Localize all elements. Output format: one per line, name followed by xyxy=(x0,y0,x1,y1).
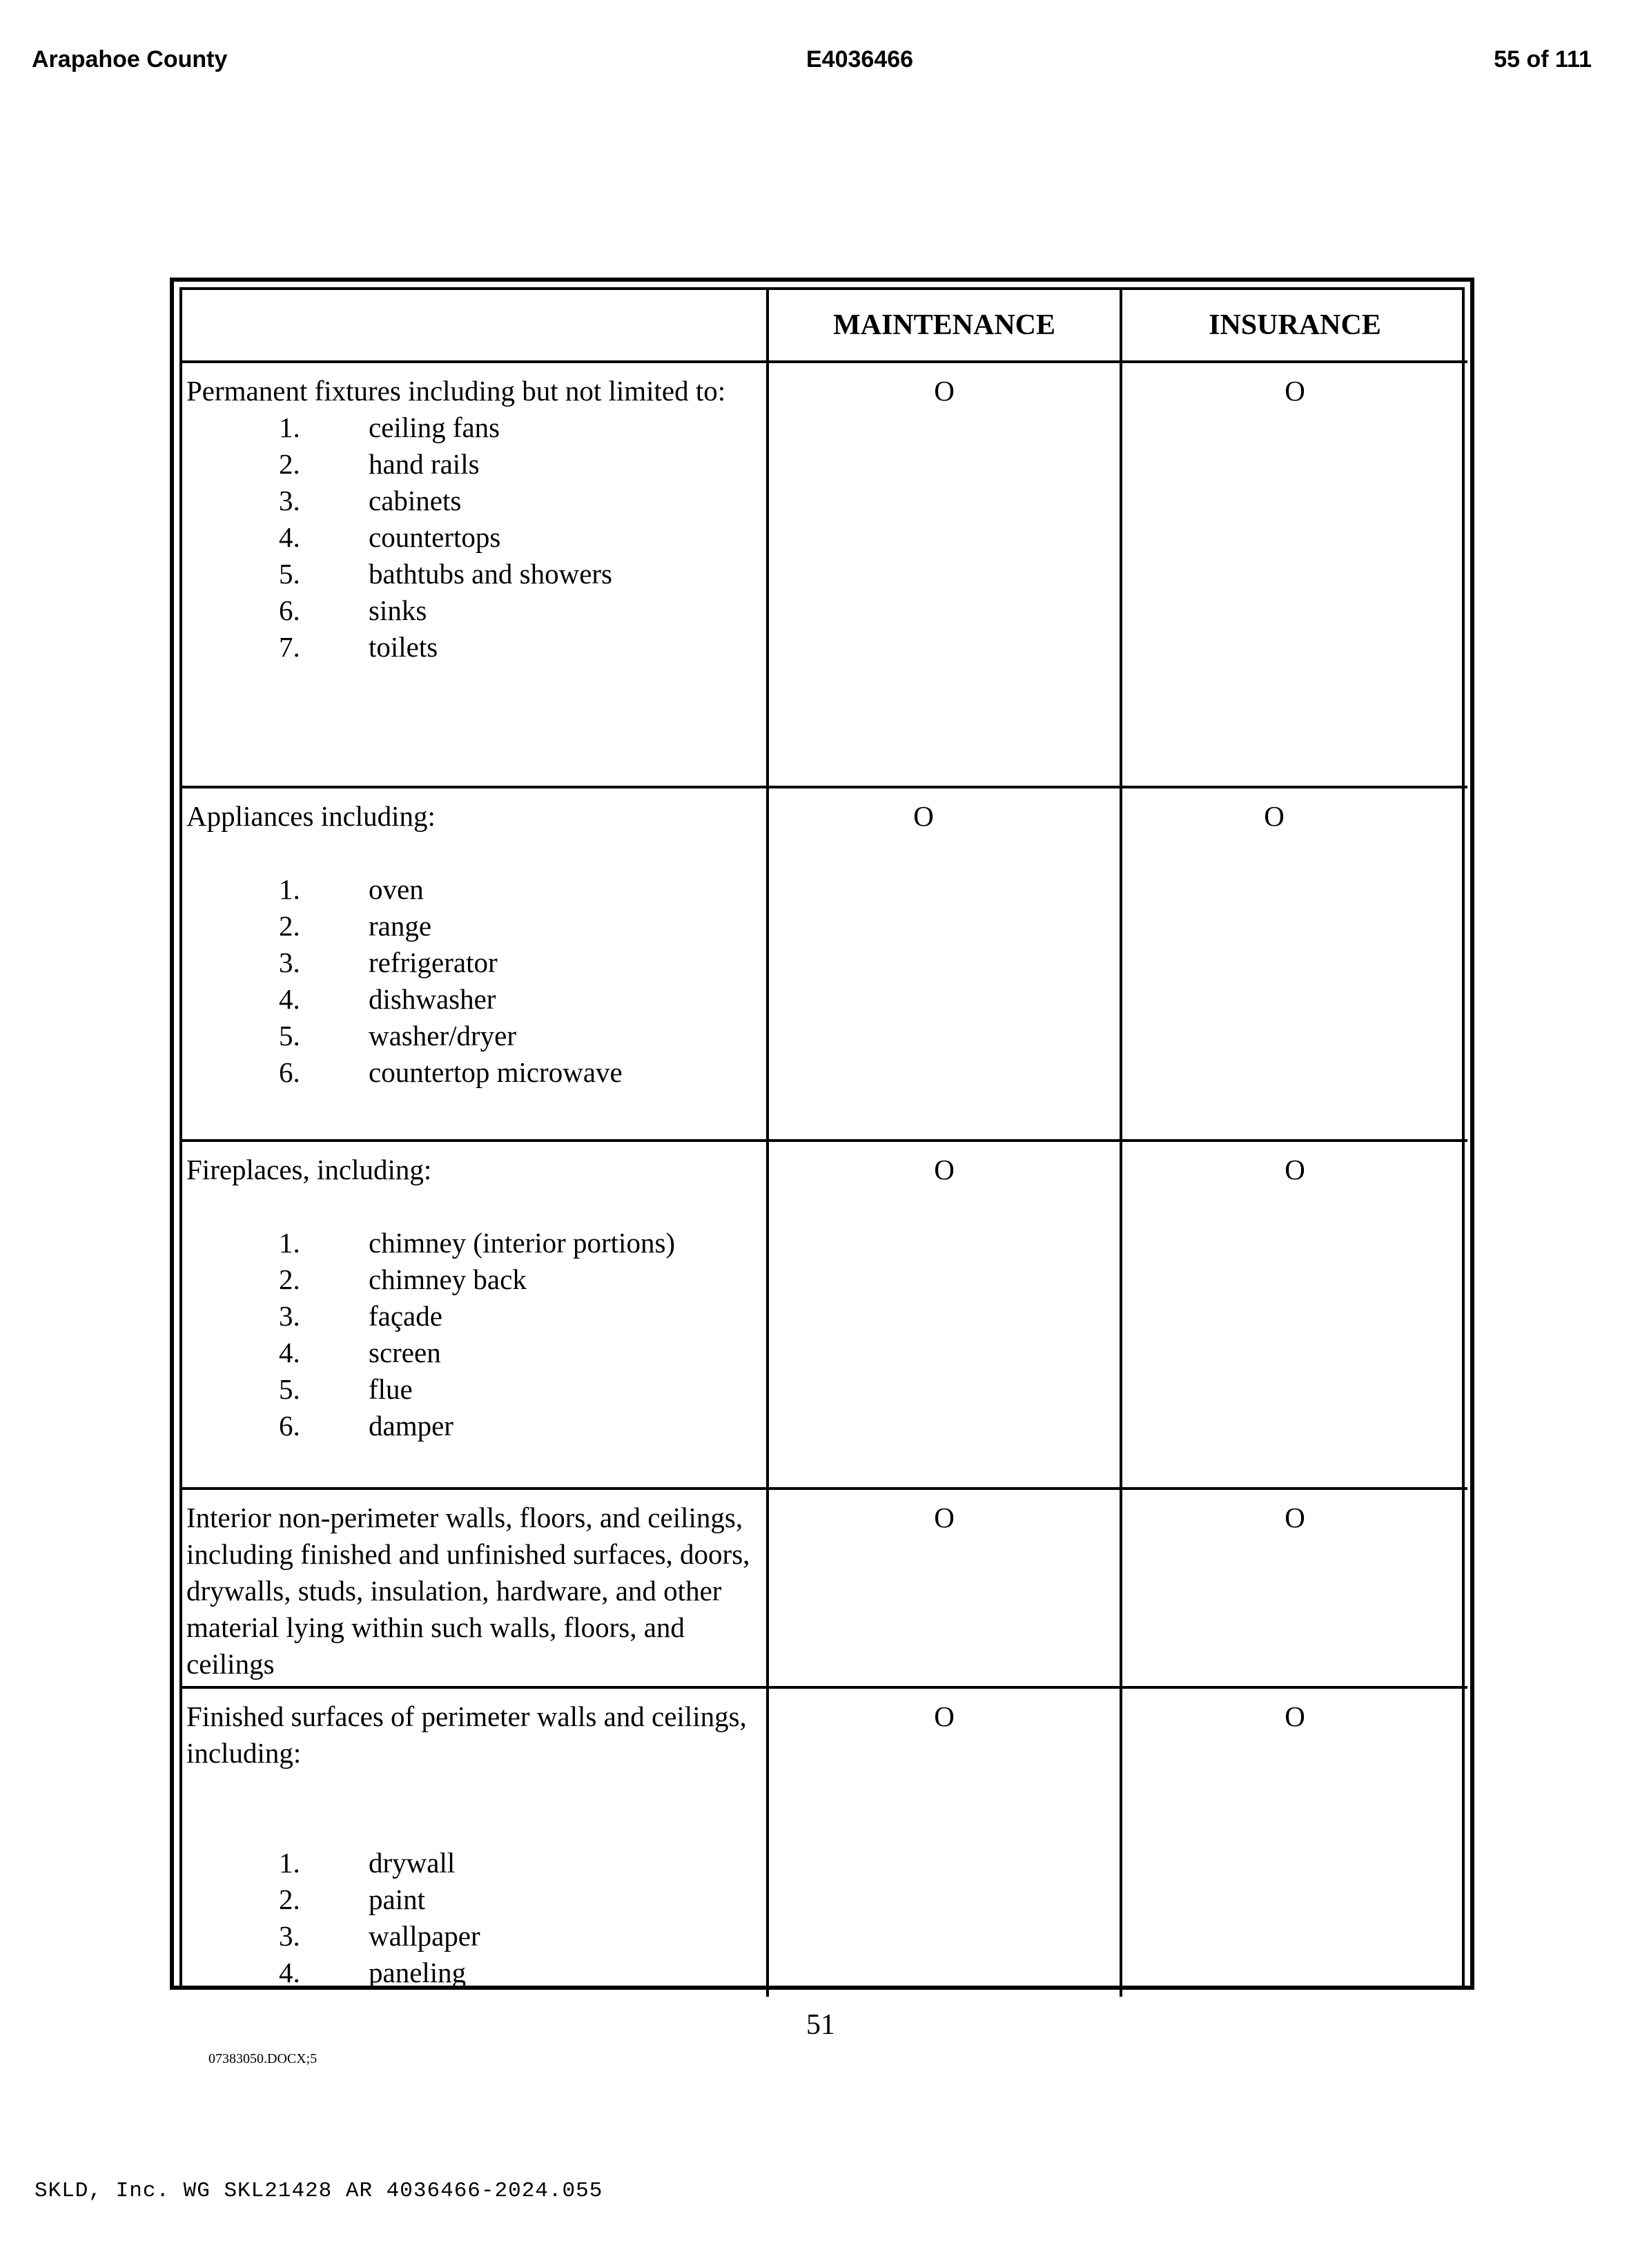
row-description xyxy=(182,362,768,787)
page-count: 55 of 111 xyxy=(1494,46,1592,72)
list-item: 5. flue xyxy=(279,1373,413,1405)
list-item: 3. façade xyxy=(279,1300,442,1332)
list-item: 7. toilets xyxy=(279,631,438,663)
list-item: 3. wallpaper xyxy=(279,1920,480,1952)
row-description-text: Finished surfaces of perimeter walls and ceilings, including: xyxy=(186,1700,747,1769)
insurance-mark: O xyxy=(1121,1489,1467,1687)
list-item: 4. paneling xyxy=(279,1957,467,1988)
list-item: 1. ceiling fans xyxy=(279,411,500,443)
row-description-text: Fireplaces, including: xyxy=(186,1154,432,1185)
list-item: 2. chimney back xyxy=(279,1263,527,1295)
list-item: 2. range xyxy=(279,910,432,942)
insurance-mark: O xyxy=(1121,1141,1467,1489)
list-item: 6. sinks xyxy=(279,594,427,626)
table-row xyxy=(182,787,1467,1141)
table-row xyxy=(182,1687,1467,1997)
page-number: 51 xyxy=(806,2009,835,2041)
maintenance-mark: O xyxy=(768,362,1121,787)
row-description xyxy=(182,1687,768,1997)
document-id: 07383050.DOCX;5 xyxy=(208,2051,318,2066)
list-item: 5. bathtubs and showers xyxy=(279,558,613,590)
insurance-mark: O xyxy=(1121,787,1467,1141)
responsibility-table xyxy=(170,278,1474,1990)
row-description xyxy=(182,1141,768,1489)
blank-header-cell xyxy=(182,290,768,362)
list-item: 4. countertops xyxy=(279,521,501,553)
row-description-text: Permanent fixtures including but not limited to: xyxy=(186,375,726,407)
row-description xyxy=(182,1489,768,1687)
insurance-mark: O xyxy=(1121,362,1467,787)
maintenance-mark: O xyxy=(768,1141,1121,1489)
insurance-mark: O xyxy=(1121,1687,1467,1997)
list-item: 4. dishwasher xyxy=(279,983,496,1015)
table-header-row xyxy=(182,290,1467,362)
maintenance-mark: O xyxy=(768,1687,1121,1997)
list-item: 6. countertop microwave xyxy=(279,1056,623,1088)
recording-footer: SKLD, Inc. WG SKL21428 AR 4036466-2024.055 xyxy=(35,2179,603,2203)
maintenance-column-header: MAINTENANCE xyxy=(768,290,1121,362)
list-item: 6. damper xyxy=(279,1410,453,1442)
table-row xyxy=(182,1489,1467,1687)
list-item: 1. oven xyxy=(279,873,424,905)
document-number: E4036466 xyxy=(806,46,914,72)
table-row xyxy=(182,1141,1467,1489)
list-item: 3. refrigerator xyxy=(279,947,498,978)
list-item: 1. drywall xyxy=(279,1847,456,1879)
county-name: Arapahoe County xyxy=(32,46,228,72)
table-row xyxy=(182,362,1467,787)
insurance-column-header: INSURANCE xyxy=(1121,290,1467,362)
maintenance-mark: O xyxy=(768,1489,1121,1687)
row-description-text: Interior non-perimeter walls, floors, and ceilings, including finished and unfinished surfaces, doors, drywalls, studs, insulation, hardware, and other material lying within such walls, floors, and ceilings xyxy=(186,1502,750,1680)
list-item: 4. screen xyxy=(279,1337,441,1368)
list-item: 5. washer/dryer xyxy=(279,1020,517,1051)
list-item: 1. chimney (interior portions) xyxy=(279,1227,676,1259)
list-item: 3. cabinets xyxy=(279,485,462,516)
list-item: 2. paint xyxy=(279,1883,425,1915)
row-description xyxy=(182,787,768,1141)
row-description-text: Appliances including: xyxy=(186,800,436,832)
list-item: 2. hand rails xyxy=(279,448,480,480)
maintenance-mark: O xyxy=(768,787,1121,1141)
